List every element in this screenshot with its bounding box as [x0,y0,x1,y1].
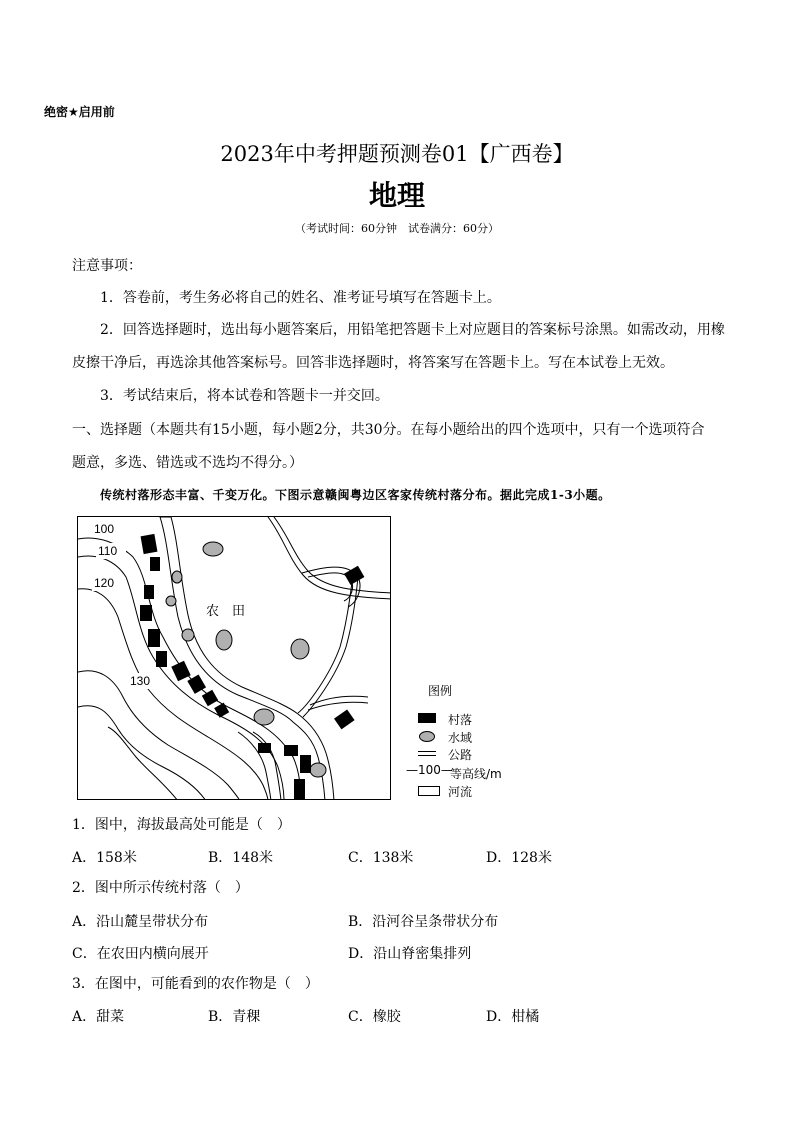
question-intro: 传统村落形态丰富、千变万化。下图示意赣闽粤边区客家传统村落分布。据此完成1-3小题。 [100,488,611,502]
question-3-option-d: D．柑橘 [486,1009,540,1025]
question-1-option-b: B．148米 [208,850,274,866]
notice-item-1: 1．答卷前，考生务必将自己的姓名、准考证号填写在答题卡上。 [100,290,501,306]
question-3-stem: 3．在图中，可能看到的农作物是（ ） [72,976,319,992]
contour-label-100: 100 [94,522,115,536]
legend-contour-sample: 100 [418,763,441,777]
question-1-option-c: C．138米 [348,850,414,866]
question-3-option-a: A．甜菜 [72,1009,125,1025]
legend-contour-symbol: —100— [406,763,453,777]
legend-road-symbol [418,751,436,756]
section-1-heading-line-1: 一、选择题（本题共有15小题，每小题2分，共30分。在每小题给出的四个选项中，只有一个选项符合 [72,422,705,438]
contour-label-120: 120 [94,576,115,590]
legend-river-label: 河流 [448,785,473,799]
notice-item-2-line-1: 2．回答选择题时，选出每小题答案后，用铅笔把答题卡上对应题目的答案标号涂黑。如需改动，用橡 [100,322,725,338]
village-distribution-map [77,516,391,800]
legend-contour-label: 等高线/m [450,767,502,781]
notice-heading: 注意事项： [72,258,142,274]
section-1-heading-line-2: 题意，多选、错选或不选均不得分。） [72,455,303,471]
farmland-label: 农 田 [206,604,246,619]
notice-item-2-line-2: 皮擦干净后，再选涂其他答案标号。回答非选择题时，将答案写在答题卡上。写在本试卷上无效。 [72,355,674,371]
question-2-option-d: D．沿山脊密集排列 [348,946,472,962]
question-2-option-b: B．沿河谷呈条带状分布 [348,914,499,930]
question-1-stem: 1．图中，海拔最高处可能是（ ） [72,817,291,833]
question-1-option-d: D．128米 [486,850,552,866]
question-2-option-a: A．沿山麓呈带状分布 [72,914,209,930]
notice-item-3: 3．考试结束后，将本试卷和答题卡一并交回。 [100,388,389,404]
village-block [141,534,158,554]
contour-label-110: 110 [98,544,118,558]
subject-title: 地理 [368,179,425,212]
water-body [203,542,223,556]
legend-village-symbol [418,713,436,723]
legend-river-symbol [418,786,440,796]
question-3-option-c: C．橡胶 [348,1009,401,1025]
question-2-option-c: C．在农田内横向展开 [72,946,209,962]
question-2-stem: 2．图中所示传统村落（ ） [72,880,249,896]
legend-water-label: 水域 [448,731,473,745]
question-3-option-b: B．青稞 [208,1009,261,1025]
exam-title: 2023年中考押题预测卷01【广西卷】 [220,142,574,166]
contour-label-130: 130 [130,674,151,688]
legend-water-symbol [419,731,435,742]
secret-label: 绝密★启用前 [44,105,115,119]
legend-road-label: 公路 [448,748,473,762]
question-1-option-a: A．158米 [72,850,137,866]
exam-time-info: （考试时间：60分钟 试卷满分：60分） [295,222,499,235]
legend-title: 图例 [428,684,453,698]
road [268,517,391,599]
legend-village-label: 村落 [448,713,473,727]
